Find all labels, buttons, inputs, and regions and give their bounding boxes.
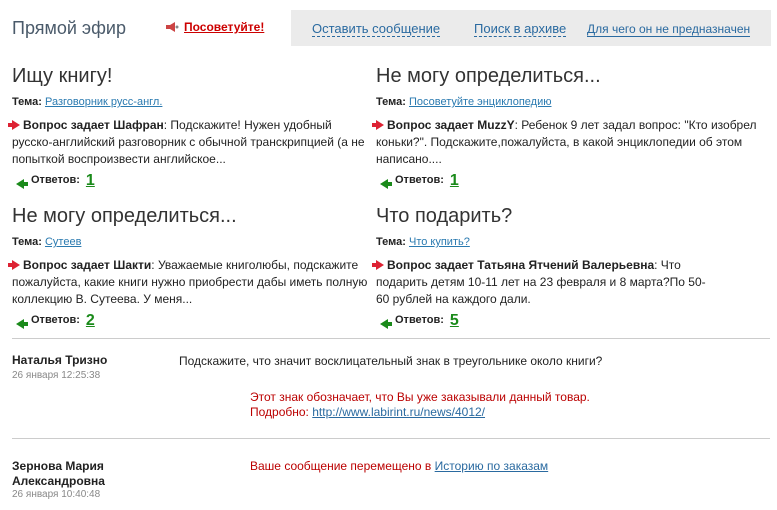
author-line: Зернова Мария (12, 459, 104, 473)
author-line: Александровна (12, 474, 105, 488)
answers-label: Ответов: (31, 314, 80, 326)
card-answers (376, 312, 706, 329)
asker-name: Татьяна Ятчений Валерьевна (477, 258, 655, 272)
question-text: Что подарить детям 10-11 лет на 23 февраля и 8 марта?По 50-60 рублей на каждого дали. (376, 258, 706, 306)
question-card (12, 64, 372, 189)
message-author (12, 459, 105, 489)
question-text: Ребенок 9 лет задал вопрос: "Кто изобрел коньки?". Подскажите,пожалуйста, в какой энциклопедии об этом написано.... (376, 118, 757, 166)
message-author: Наталья Тризно (12, 353, 108, 367)
message-question: Подскажите, что значит восклицательный знак в треугольнике около книги? (179, 354, 603, 368)
reply-link[interactable]: http://www.labirint.ru/news/4012/ (312, 405, 486, 419)
topic-label: Тема: (12, 236, 42, 248)
question-card (12, 204, 372, 329)
asker-prefix: Вопрос задает (387, 118, 474, 132)
tab-not-intended-for[interactable]: Для чего он не предназначен (587, 22, 751, 36)
card-topic (12, 234, 372, 251)
message-reply (250, 458, 548, 474)
card-topic (12, 94, 372, 111)
topic-link[interactable]: Разговорник русс-англ. (44, 96, 163, 108)
card-topic (376, 94, 771, 111)
arrow-right-icon (12, 260, 20, 270)
card-title[interactable]: Не могу определиться... (376, 65, 601, 87)
card-question: Вопрос задает Шафран: Подскажите! Нужен удобный русско-английский разговорник с обычной транскрипцией (а не попыткой воспроизвести английское... (12, 118, 365, 166)
message-date: 26 января 10:40:48 (12, 489, 101, 500)
reply-more-label: Подробно: (250, 405, 309, 419)
question-card (376, 204, 706, 329)
tab-leave-message[interactable]: Оставить сообщение (312, 21, 441, 36)
arrow-left-icon (380, 319, 388, 329)
ask-advice-label: Посоветуйте! (184, 20, 265, 34)
question-text: Уважаемые книголюбы, подскажите пожалуйста, какие книги нужно приобрести дабы иметь полную коллекцию В. Сутеева. У меня... (12, 258, 368, 306)
card-answers (376, 172, 771, 189)
page-title: Прямой эфир (12, 18, 126, 38)
answers-label: Ответов: (395, 314, 444, 326)
topic-label: Тема: (376, 96, 406, 108)
asker-name: Шакти (113, 258, 152, 272)
asker-name: MuzzY (477, 118, 515, 132)
message-date: 26 января 12:25:38 (12, 370, 101, 381)
arrow-right-icon (376, 120, 384, 130)
tab-archive-search[interactable]: Поиск в архиве (474, 21, 567, 36)
arrow-left-icon (16, 319, 24, 329)
megaphone-icon (165, 21, 179, 33)
arrow-right-icon (12, 120, 20, 130)
reply-link[interactable]: Историю по заказам (434, 459, 549, 473)
question-card (376, 64, 771, 189)
topic-link[interactable]: Посоветуйте энциклопедию (408, 96, 552, 108)
card-title[interactable]: Что подарить? (376, 205, 513, 227)
ask-advice-link[interactable] (165, 20, 264, 34)
arrow-right-icon (376, 260, 384, 270)
card-question: Вопрос задает MuzzY: Ребенок 9 лет задал вопрос: "Кто изобрел коньки?". Подскажите,пожалуйста, в какой энциклопедии об этом написано.... (376, 118, 757, 166)
asker-prefix: Вопрос задает (387, 258, 474, 272)
tabs-panel (291, 10, 771, 46)
card-question: Вопрос задает Шакти: Уважаемые книголюбы, подскажите пожалуйста, какие книги нужно приобрести дабы иметь полную коллекцию В. Сутеева. У меня... (12, 258, 368, 306)
topic-link[interactable]: Сутеев (44, 236, 82, 248)
card-answers (12, 312, 372, 329)
question-text: Подскажите! Нужен удобный русско-английский разговорник с обычной транскрипцией (а не попыткой воспроизвести английское... (12, 118, 365, 166)
answers-label: Ответов: (395, 174, 444, 186)
asker-prefix: Вопрос задает (23, 258, 110, 272)
header-bar (0, 0, 777, 46)
message-reply-more (250, 404, 485, 420)
asker-name: Шафран (113, 118, 164, 132)
answers-count[interactable]: 1 (449, 172, 459, 189)
arrow-left-icon (380, 179, 388, 189)
topic-link[interactable]: Что купить? (408, 236, 470, 248)
card-title[interactable]: Не могу определиться... (12, 205, 237, 227)
divider (12, 438, 770, 439)
card-question: Вопрос задает Татьяна Ятчений Валерьевна: Что подарить детям 10-11 лет на 23 февраля и 8 марта?По 50-60 рублей на каждого дали. (376, 258, 706, 306)
card-title[interactable]: Ищу книгу! (12, 65, 113, 87)
topic-label: Тема: (12, 96, 42, 108)
topic-label: Тема: (376, 236, 406, 248)
reply-text: Ваше сообщение перемещено в (250, 459, 432, 473)
answers-count[interactable]: 1 (85, 172, 95, 189)
divider (12, 338, 770, 339)
message-reply: Этот знак обозначает, что Вы уже заказывали данный товар. (250, 390, 590, 404)
answers-count[interactable]: 5 (449, 312, 459, 329)
answers-count[interactable]: 2 (85, 312, 95, 329)
card-topic (376, 234, 706, 251)
arrow-left-icon (16, 179, 24, 189)
answers-label: Ответов: (31, 174, 80, 186)
asker-prefix: Вопрос задает (23, 118, 110, 132)
card-answers (12, 172, 372, 189)
